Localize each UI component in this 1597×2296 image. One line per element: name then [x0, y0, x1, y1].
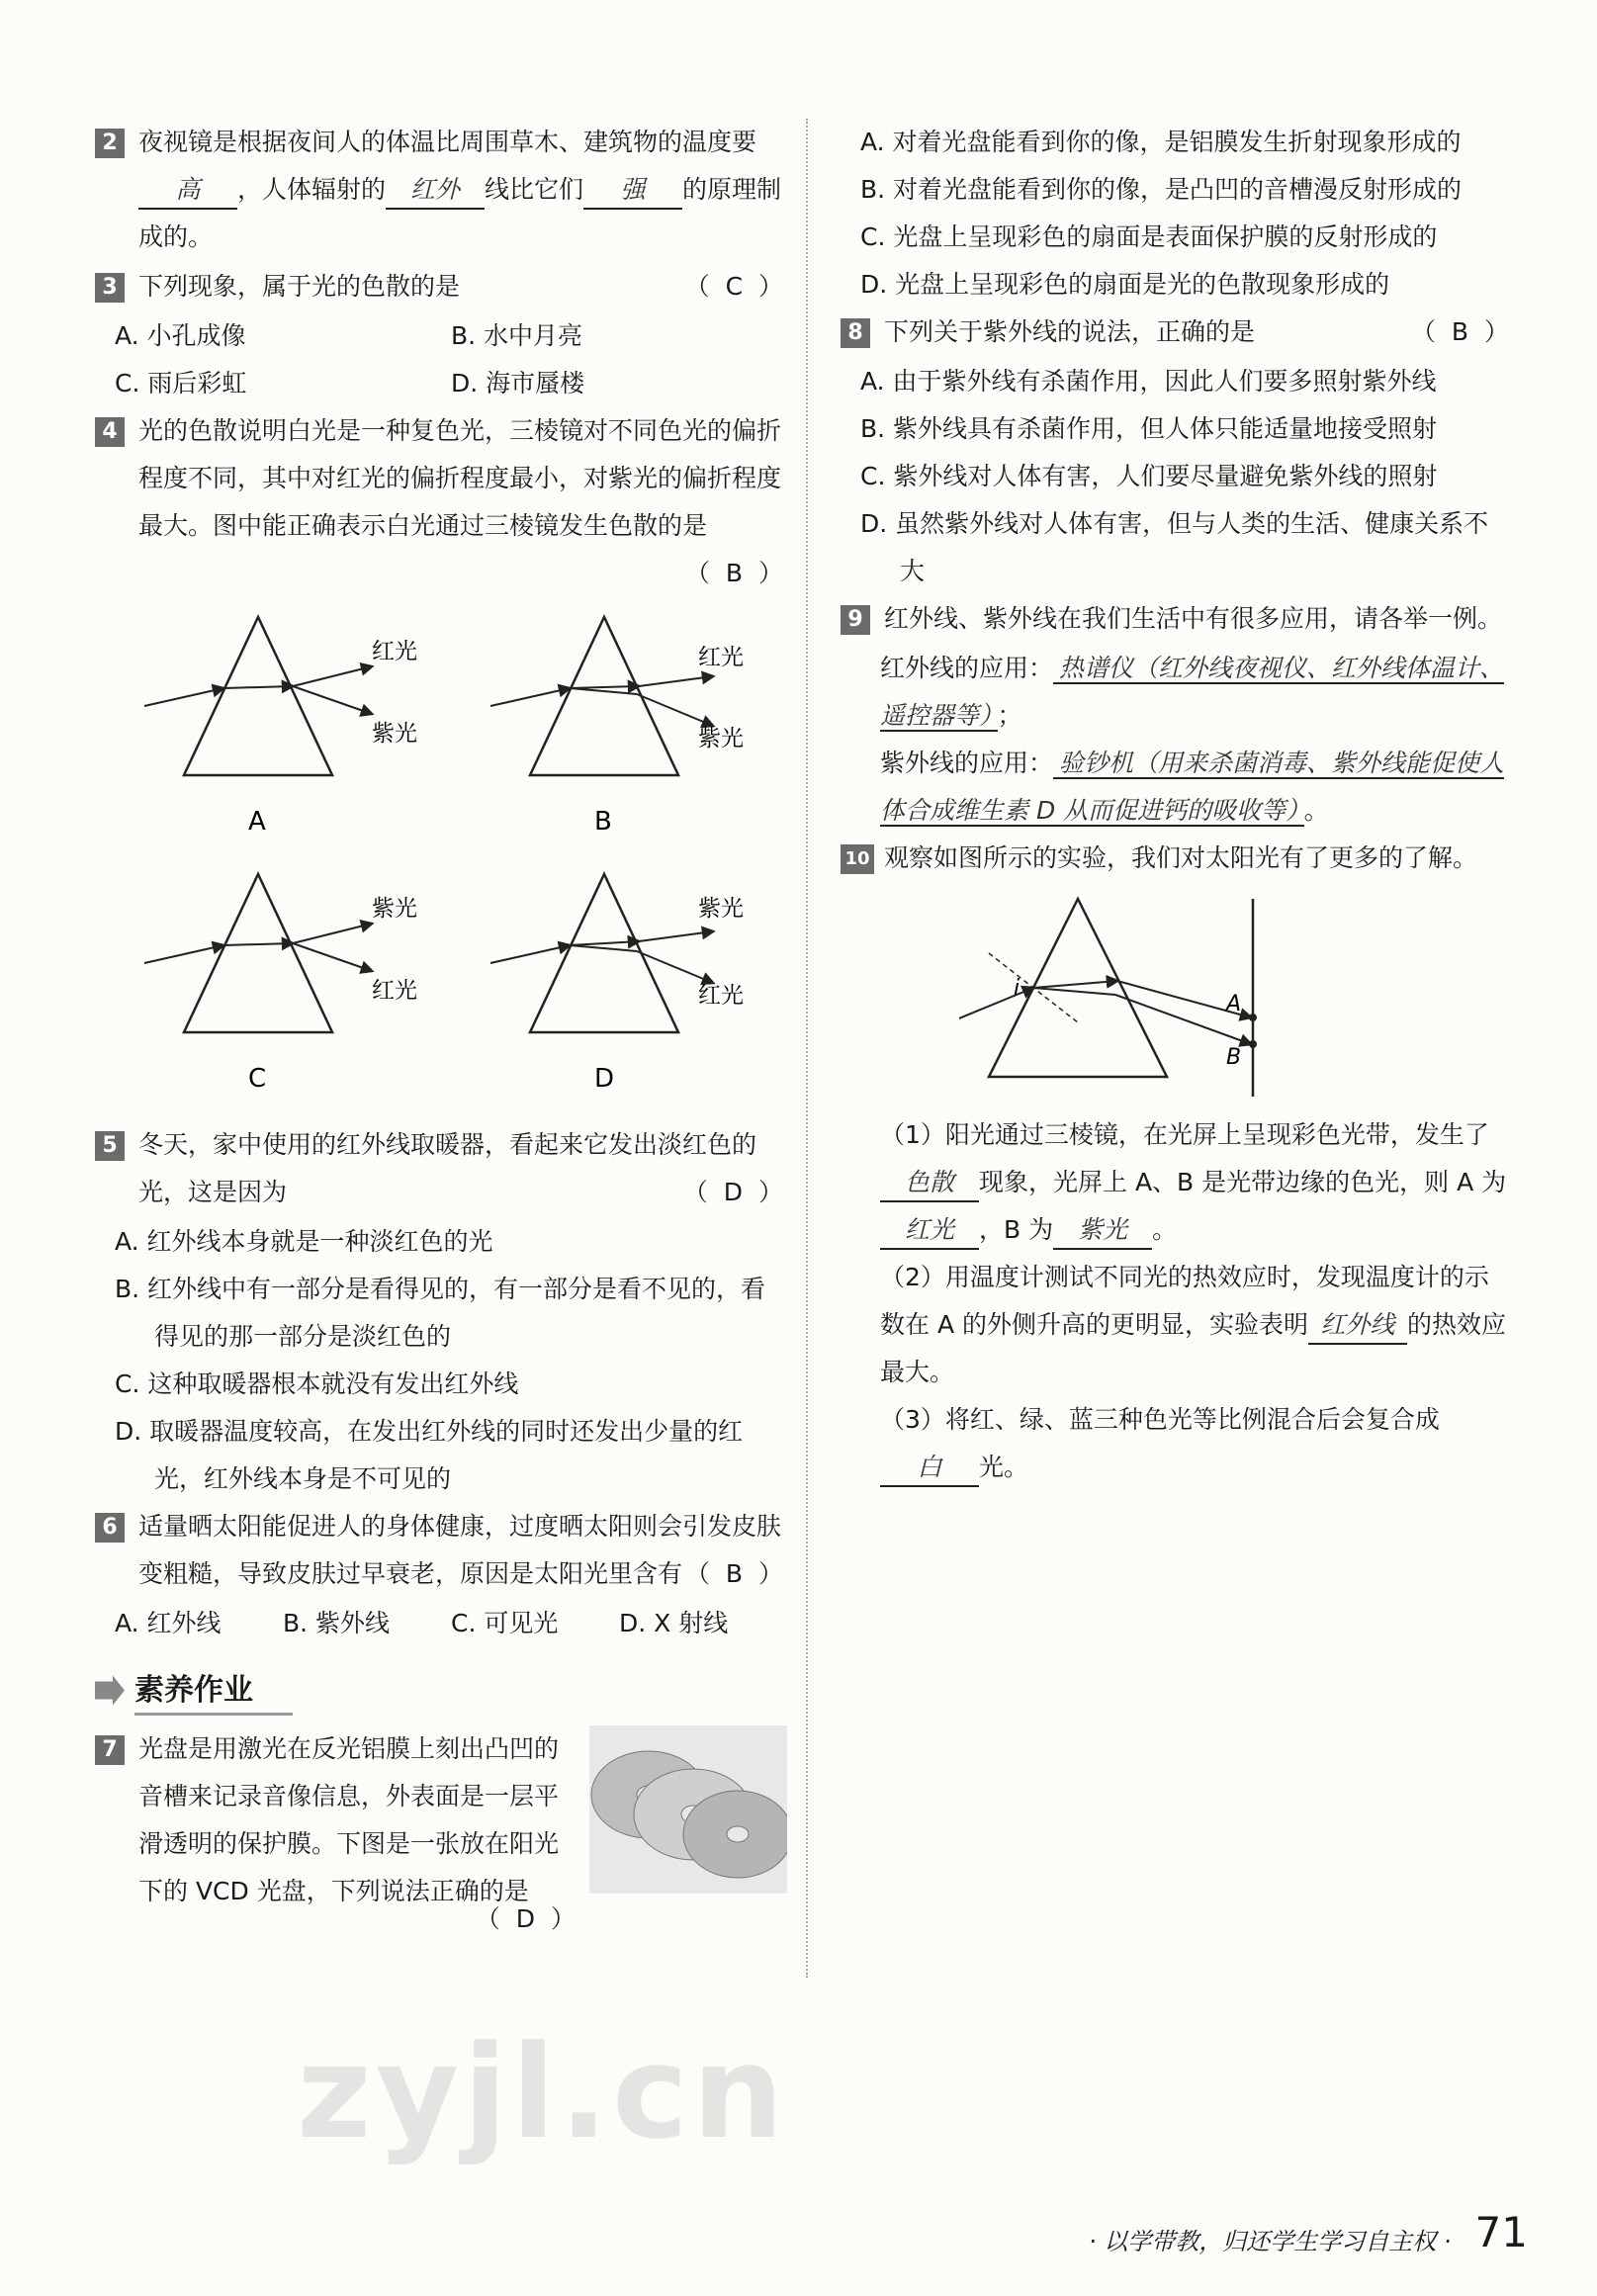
- option: D. 虽然紫外线对人体有害，但与人类的生活、健康关系不大: [860, 509, 1489, 585]
- ray-label-bottom: 紫光: [372, 721, 417, 747]
- cd-disc-image: [589, 1725, 787, 1894]
- option: B. 红外线中有一部分是看得见的，有一部分是看不见的，看得见的那一部分是淡红色的: [115, 1275, 766, 1351]
- answer-mark: （ B ）: [684, 1559, 787, 1588]
- question-number: 5: [95, 1131, 125, 1161]
- ray-label-bottom: 紫光: [698, 726, 744, 751]
- section-title: 素养作业: [134, 1665, 293, 1716]
- subquestion-1: （1）阳光通过三棱镜，在光屏上呈现彩色光带，发生了色散 现象，光屏上 A、B 是光带边缘的色光，则 A 为红光 ，B 为 紫光 。: [841, 1111, 1513, 1254]
- watermark: zyjl.cn: [297, 2017, 788, 2167]
- blank-answer: 白: [880, 1450, 979, 1487]
- option: C. 紫外线对人体有害，人们要尽量避免紫外线的照射: [860, 462, 1438, 490]
- option: B. 水中月亮: [451, 321, 583, 350]
- question-number: 7: [95, 1735, 125, 1765]
- question-9: [841, 595, 1513, 643]
- prism-shape: [530, 617, 678, 775]
- prism-shape: [530, 874, 678, 1032]
- question-4: [95, 407, 787, 587]
- answer-mark: （ D ）: [475, 1904, 579, 1933]
- point-label-b: B: [1226, 1045, 1242, 1070]
- question-number: 3: [95, 273, 125, 303]
- section-header: [95, 1665, 787, 1716]
- option: A. 红外线本身就是一种淡红色的光: [115, 1227, 493, 1256]
- footer-slogan: · 以学带教，归还学生学习自主权 ·: [1089, 2228, 1452, 2255]
- option: C. 光盘上呈现彩色的扇面是表面保护膜的反射形成的: [860, 222, 1438, 251]
- blank-answer: 高: [138, 172, 237, 210]
- blank-answer: 红外线: [1308, 1307, 1407, 1345]
- question-stem: 冬天，家中使用的红外线取暖器，看起来它发出淡红色的光，这是因为: [138, 1130, 757, 1206]
- question-3: [95, 263, 787, 310]
- page-number: 71: [1474, 2208, 1528, 2256]
- angle-label: i: [1014, 976, 1020, 1001]
- blank-answer: 红光: [880, 1212, 979, 1250]
- prism-shape: [184, 874, 332, 1032]
- ir-application: 红外线的应用： 热谱仪（红外线夜视仪、红外线体温计、遥控器等） ；: [880, 654, 1505, 730]
- answer-mark: （ D ）: [682, 1178, 787, 1206]
- option: C. 可见光: [451, 1609, 559, 1637]
- subquestion-3: （3）将红、绿、蓝三种色光等比例混合后会复合成白 光。: [841, 1396, 1513, 1491]
- option: B. 对着光盘能看到你的像，是凸凹的音槽漫反射形成的: [860, 175, 1463, 204]
- page-footer: [1089, 2208, 1528, 2256]
- uv-application: 紫外线的应用： 验钞机（用来杀菌消毒、紫外线能促使人体合成维生素 D 从而促进钙的吸收等） 。: [880, 749, 1505, 825]
- question-stem: 光盘是用激光在反光铝膜上刻出凸凹的音槽来记录音像信息，外表面是一层平滑透明的保护膜。下图是一张放在阳光下的 VCD 光盘，下列说法正确的是: [138, 1734, 560, 1905]
- ray-label-top: 红光: [372, 639, 417, 664]
- ray-label-top: 紫光: [372, 896, 417, 922]
- question-number: 9: [841, 605, 870, 635]
- question-stem: 下列现象，属于光的色散的是: [138, 272, 461, 301]
- ray-label-bottom: 红光: [698, 983, 744, 1009]
- option: A. 由于紫外线有杀菌作用，因此人们要多照射紫外线: [860, 367, 1437, 396]
- option: D. 光盘上呈现彩色的扇面是光的色散现象形成的: [860, 270, 1390, 299]
- figure-label: C: [248, 1064, 267, 1094]
- prism-figure-d: [490, 874, 744, 1094]
- option: B. 紫外线: [283, 1609, 391, 1637]
- blank-answer: 紫光: [1053, 1212, 1152, 1250]
- prism-shape: [184, 617, 332, 775]
- sunlight-prism-figure: [959, 884, 1597, 1111]
- blank-answer: 红外: [386, 172, 485, 210]
- option: A. 对着光盘能看到你的像，是铝膜发生折射现象形成的: [860, 128, 1462, 156]
- question-7: [95, 1725, 787, 1943]
- question-stem: 下列关于紫外线的说法，正确的是: [884, 317, 1256, 346]
- question-stem: 光的色散说明白光是一种复色光，三棱镜对不同色光的偏折程度不同，其中对红光的偏折程度最小，对紫光的偏折程度最大。图中能正确表示白光通过三棱镜发生色散的是: [138, 416, 782, 540]
- arrow-icon: [95, 1676, 125, 1706]
- subquestion-2: （2）用温度计测试不同光的热效应时，发现温度计的示数在 A 的外侧升高的更明显，实验表明 红外线 的热效应最大。: [880, 1263, 1507, 1386]
- option: A. 红外线: [115, 1609, 222, 1637]
- question-number: 6: [95, 1513, 125, 1543]
- handwritten-answer: 热谱仪（红外线夜视仪、红外线体温计、遥控器等）: [880, 654, 1505, 730]
- question-8: [841, 309, 1513, 356]
- question-5: [95, 1121, 787, 1216]
- point-label-a: A: [1226, 992, 1242, 1016]
- options-row: [95, 312, 787, 360]
- prism-figure-b: [490, 617, 744, 837]
- answer-mark: （ B ）: [1410, 317, 1513, 346]
- option: D. 海市蜃楼: [451, 369, 585, 397]
- question-2: 2 夜视镜是根据夜间人的体温比周围草木、建筑物的温度要高 ，人体辐射的 红外 线比它们 强 的原理制成的。: [95, 119, 787, 261]
- options-row: [95, 360, 787, 407]
- option: D. X 射线: [619, 1609, 729, 1637]
- right-column: [841, 119, 1513, 1491]
- question-10: [841, 835, 1513, 882]
- figure-label: B: [594, 807, 612, 837]
- option: C. 这种取暖器根本就没有发出红外线: [115, 1369, 519, 1398]
- option: C. 雨后彩虹: [115, 369, 247, 397]
- answer-mark: （ B ）: [684, 559, 787, 587]
- prism-figure-c: [144, 874, 417, 1094]
- question-6: [95, 1503, 787, 1598]
- handwritten-answer: 验钞机（用来杀菌消毒、紫外线能促使人体合成维生素 D 从而促进钙的吸收等）: [880, 749, 1505, 825]
- ray-label-bottom: 红光: [372, 978, 417, 1004]
- question-stem: 红外线、紫外线在我们生活中有很多应用，请各举一例。: [884, 604, 1503, 633]
- question-stem: 适量晒太阳能促进人的身体健康，过度晒太阳则会引发皮肤变粗糙，导致皮肤过早衰老，原因是太阳光里含有: [138, 1512, 782, 1588]
- question-number: 4: [95, 417, 125, 447]
- figure-label: D: [594, 1064, 615, 1094]
- blank-answer: 强: [583, 172, 682, 210]
- figure-label: A: [248, 807, 266, 837]
- left-column: [95, 119, 787, 1945]
- blank-answer: 色散: [880, 1165, 979, 1202]
- ray-label-top: 红光: [698, 645, 744, 670]
- answer-mark: （ C ）: [684, 272, 787, 301]
- question-stem: 观察如图所示的实验，我们对太阳光有了更多的了解。: [884, 843, 1478, 872]
- ray-label-top: 紫光: [698, 896, 744, 922]
- option: A. 小孔成像: [115, 321, 246, 350]
- question-number: 2: [95, 129, 125, 158]
- option: B. 紫外线具有杀菌作用，但人体只能适量地接受照射: [860, 414, 1438, 443]
- option: D. 取暖器温度较高，在发出红外线的同时还发出少量的红光，红外线本身是不可见的: [115, 1417, 744, 1493]
- column-divider: [806, 119, 808, 1978]
- prism-figure-a: [144, 617, 417, 837]
- question-number: 8: [841, 318, 870, 348]
- prism-figures: [95, 597, 787, 1121]
- options-row: [95, 1600, 787, 1647]
- question-number: 10: [841, 844, 874, 874]
